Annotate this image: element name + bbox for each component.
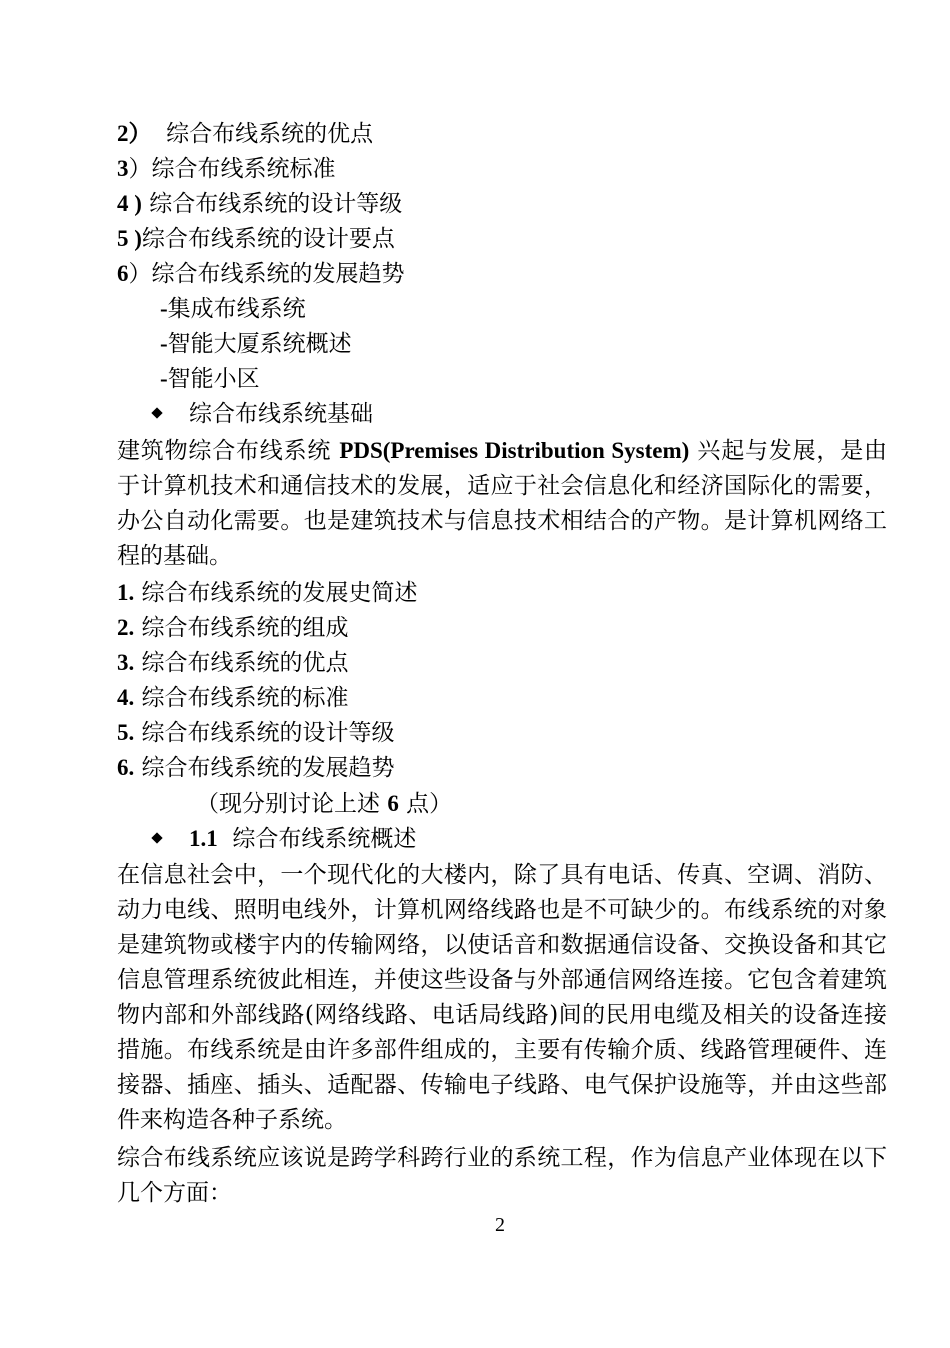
numbered-item-6	[117, 750, 395, 785]
intro-paragraph	[117, 433, 887, 574]
outline-item-2	[117, 116, 373, 151]
outline-number: 2）	[117, 121, 152, 146]
intro-text-pre: 建筑物综合布线系统	[117, 438, 340, 464]
note-number: 6	[387, 791, 399, 816]
outline-text: ）综合布线系统的发展趋势	[128, 261, 405, 287]
outline-text: 综合布线系统的优点	[151, 121, 374, 147]
numbered-item-2	[117, 610, 349, 645]
closing-paragraph: 综合布线系统应该说是跨学科跨行业的系统工程，作为信息产业体现在以下几个方面：	[117, 1145, 887, 1206]
sub-item-smart-community	[160, 361, 260, 396]
outline-number: 5 )	[117, 226, 142, 251]
outline-item-6	[117, 256, 405, 291]
sub-item-text: 智能小区	[167, 366, 260, 392]
sub-item-text: 智能大厦系统概述	[167, 331, 352, 357]
item-text: 综合布线系统的标准	[134, 685, 349, 711]
outline-item-5	[117, 221, 395, 256]
item-number: 5.	[117, 720, 135, 745]
note-text-pre: （现分别讨论上述	[196, 791, 388, 817]
outline-text: ）综合布线系统标准	[128, 156, 336, 182]
outline-text: 综合布线系统的设计等级	[141, 191, 403, 217]
diamond-bullet-icon	[151, 832, 162, 843]
discussion-note	[196, 786, 452, 821]
item-number: 2.	[117, 615, 135, 640]
sub-item-integrated-cabling	[160, 291, 306, 326]
intro-text-post: 兴起与发展，是由于计算机技术和通信技术的发展，适应于社会信息化和经济国际化的需要，办公自动化需要。也是建筑技术与信息技术相结合的产物。是计算机网络工程的基础。	[117, 438, 888, 569]
item-number: 6.	[117, 755, 135, 780]
sub-item-text: 集成布线系统	[167, 296, 306, 322]
dash-marker: -	[160, 296, 168, 321]
section-bullet-overview	[153, 821, 416, 856]
item-text: 综合布线系统的设计等级	[134, 720, 395, 746]
numbered-item-5	[117, 715, 395, 750]
item-number: 3.	[117, 650, 135, 675]
intro-text-english: PDS(Premises Distribution System)	[339, 438, 690, 463]
dash-marker: -	[160, 331, 168, 356]
overview-paragraph: 在信息社会中，一个现代化的大楼内，除了具有电话、传真、空调、消防、动力电线、照明电线外，计算机网络线路也是不可缺少的。布线系统的对象是建筑物或楼宇内的传输网络，以使话音和数据通信设备、交换设备和其它信息管理系统彼此相连，并使这些设备与外部通信网络连接。它包含着建筑物内部和外部线路(网络线路、电话局线路)间的民用电缆及相关的设备连接措施。布线系统是由许多部件组成的，主要有传输介质、线路管理硬件、连接器、插座、插头、适配器、传输电子线路、电气保护设施等，并由这些部件来构造各种子系统。	[117, 862, 887, 1133]
section-number: 1.1	[189, 826, 218, 851]
numbered-item-4	[117, 680, 349, 715]
sub-item-smart-building	[160, 326, 352, 361]
item-number: 1.	[117, 580, 135, 605]
item-text: 综合布线系统的发展趋势	[134, 755, 395, 781]
numbered-item-3	[117, 645, 349, 680]
outline-text: 综合布线系统的设计要点	[141, 226, 395, 252]
dash-marker: -	[160, 366, 168, 391]
outline-number: 6	[117, 261, 129, 286]
diamond-bullet-icon	[151, 407, 162, 418]
outline-item-3	[117, 151, 336, 186]
section-title: 综合布线系统概述	[217, 826, 417, 852]
item-text: 综合布线系统的发展史简述	[134, 580, 418, 606]
section-bullet-basics	[153, 397, 373, 432]
item-text: 综合布线系统的优点	[134, 650, 349, 676]
note-text-post: 点）	[398, 791, 453, 817]
item-text: 综合布线系统的组成	[134, 615, 349, 641]
outline-number: 3	[117, 156, 129, 181]
outline-item-4	[117, 186, 402, 221]
page-number: 2	[495, 1214, 505, 1236]
bullet-text: 综合布线系统基础	[189, 401, 373, 427]
outline-number: 4 )	[117, 191, 142, 216]
item-number: 4.	[117, 685, 135, 710]
numbered-item-1	[117, 575, 418, 610]
